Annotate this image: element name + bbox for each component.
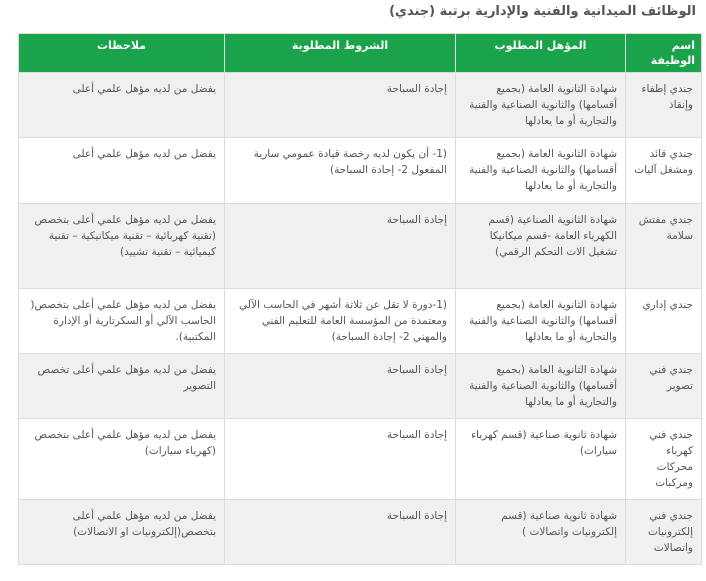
notes-cell: يفضل من لديه مؤهل علمي أعلى تخصص التصوير xyxy=(19,354,225,419)
conditions-cell: (1- أن يكون لديه رخصة قيادة عمومي سارية المفعول 2- إجادة السباحة) xyxy=(225,138,456,204)
conditions-cell: إجادة السباحة xyxy=(225,73,456,138)
job-name-cell: جندي إطفاء وإنقاذ xyxy=(626,73,702,138)
conditions-cell: إجادة السباحة xyxy=(225,500,456,565)
header-job-name: اسم الوظيفة xyxy=(626,34,702,73)
job-name-cell: جندي قائد ومشغل آليات xyxy=(626,138,702,204)
table-row xyxy=(19,204,702,289)
table-header-row xyxy=(19,34,702,73)
conditions-cell: إجادة السباحة xyxy=(225,354,456,419)
conditions-cell: إجادة السباحة xyxy=(225,204,456,289)
table-row xyxy=(19,289,702,354)
qualification-cell: شهادة الثانوية الصناعية (قسم الكهرباء العامة -قسم ميكانيكا تشغيل الات التحكم الرقمي) xyxy=(456,204,626,289)
notes-cell: يفضل من لديه مؤهل علمي أعلى بتخصص( الحاسب الآلي أو السكرتارية أو الإدارة المكتبية). xyxy=(19,289,225,354)
notes-cell: يفضل من لديه مؤهل علمي أعلى xyxy=(19,73,225,138)
conditions-cell: إجادة السباحة xyxy=(225,419,456,500)
qualification-cell: شهادة الثانوية العامة (بجميع أقسامها) والثانوية الصناعية والفنية والتجارية أو ما يعادلها xyxy=(456,138,626,204)
notes-cell: يفضل من لديه مؤهل علمي أعلى بتخصص (كهرباء سيارات) xyxy=(19,419,225,500)
notes-cell: يفضل من لديه مؤهل علمي أعلى بتخصص(إلكترونيات او الاتصالات) xyxy=(19,500,225,565)
table-row xyxy=(19,419,702,500)
job-name-cell: جندي فني إلكترونيات واتصالات xyxy=(626,500,702,565)
notes-cell: يفضل من لديه مؤهل علمي أعلى xyxy=(19,138,225,204)
header-qualification: المؤهل المطلوب xyxy=(456,34,626,73)
qualification-cell: شهادة الثانوية العامة (بجميع أقسامها) والثانوية الصناعية والفنية والتجارية أو ما يعادلها xyxy=(456,354,626,419)
page-title: الوظائف الميدانية والفنية والإدارية برتبة (جندي) xyxy=(389,4,696,19)
header-conditions: الشروط المطلوبة xyxy=(225,34,456,73)
table-row xyxy=(19,354,702,419)
qualification-cell: شهادة ثانوية صناعية (قسم كهرباء سيارات) xyxy=(456,419,626,500)
table-row xyxy=(19,500,702,565)
table-row xyxy=(19,138,702,204)
header-notes: ملاحظات xyxy=(19,34,225,73)
job-name-cell: جندي فني تصوير xyxy=(626,354,702,419)
jobs-table xyxy=(18,33,702,565)
table-row xyxy=(19,73,702,138)
job-name-cell: جندي مفتش سلامة xyxy=(626,204,702,289)
job-name-cell: جندي فني كهرباء محركات ومركبات xyxy=(626,419,702,500)
qualification-cell: شهادة الثانوية العامة (بجميع أقسامها) والثانوية الصناعية والفنية والتجارية أو ما يعادلها xyxy=(456,289,626,354)
conditions-cell: (1-دورة لا تقل عن ثلاثة أشهر في الحاسب الآلي ومعتمدة من المؤسسة العامة للتعليم الفني والمهني 2- إجادة السباحة) xyxy=(225,289,456,354)
job-name-cell: جندي إداري xyxy=(626,289,702,354)
qualification-cell: شهادة الثانوية العامة (بجميع أقسامها) والثانوية الصناعية والفنية والتجارية أو ما يعادلها xyxy=(456,73,626,138)
notes-cell: يفضل من لديه مؤهل علمي أعلى بتخصص (تقنية كهربائية – تقنية ميكانيكية – تقنية كيميائية – تقنية تشييد) xyxy=(19,204,225,289)
qualification-cell: شهادة ثانوية صناعية (قسم إلكترونيات واتصالات ) xyxy=(456,500,626,565)
